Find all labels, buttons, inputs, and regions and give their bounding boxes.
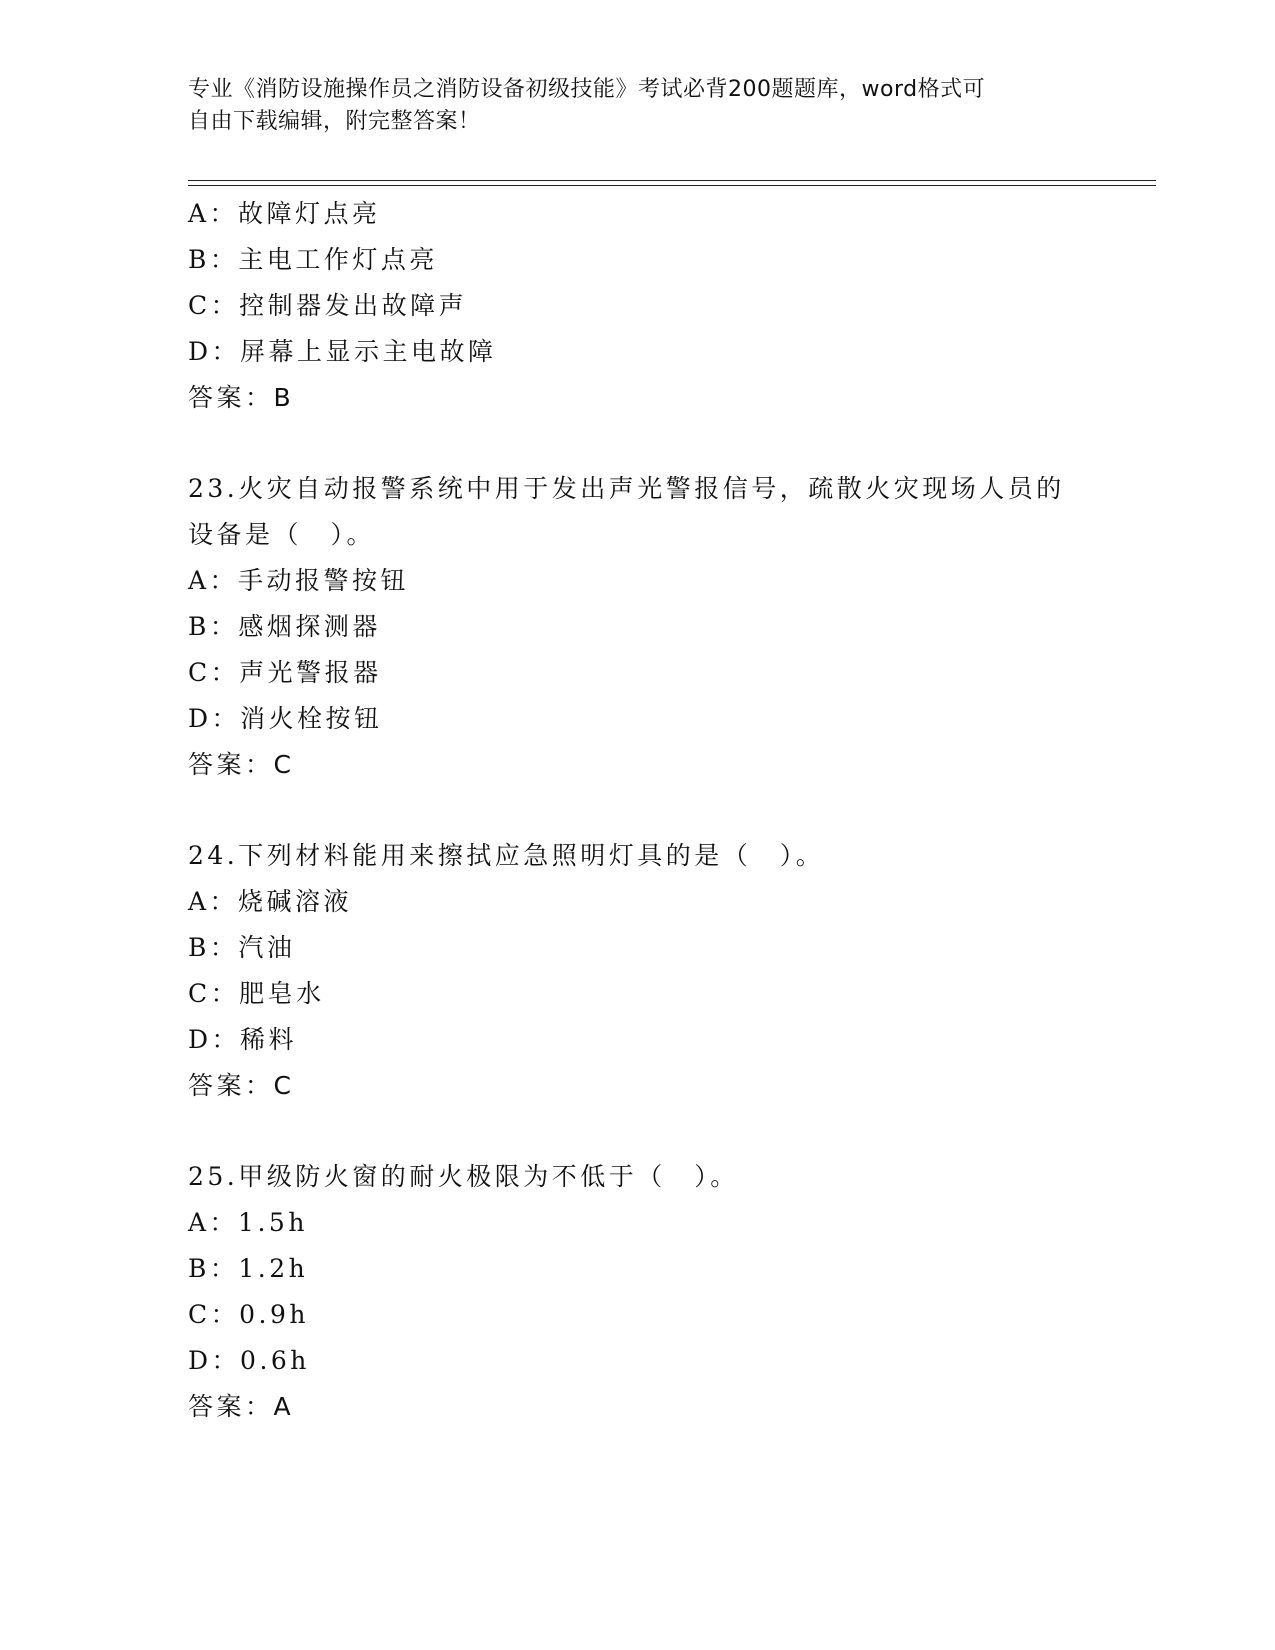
answer-label: 答案： <box>188 1071 274 1100</box>
question-stem: 23.火灾自动报警系统中用于发出声光警报信号，疏散火灾现场人员的 <box>188 474 1065 503</box>
option-d: D：消火栓按钮 <box>188 704 383 733</box>
document-header <box>188 74 1068 138</box>
header-divider-bottom <box>188 185 1156 186</box>
answer-line <box>188 742 1148 788</box>
option-a: A：故障灯点亮 <box>188 199 381 228</box>
option-c: C：0.9h <box>188 1300 309 1329</box>
answer-value: C <box>273 1071 291 1100</box>
option-d: D：屏幕上显示主电故障 <box>188 337 497 366</box>
header-line-2: 自由下载编辑，附完整答案！ <box>188 109 481 134</box>
option-b: B：1.2h <box>188 1254 309 1283</box>
question-stem-cont: 设备是（ ）。 <box>188 520 376 549</box>
answer-line <box>188 375 1148 421</box>
question-stem: 24.下列材料能用来擦拭应急照明灯具的是（ ）。 <box>188 841 825 870</box>
header-line-1: 专业《消防设施操作员之消防设备初级技能》考试必背200题题库，word格式可 <box>188 77 986 102</box>
option-b: B：汽油 <box>188 933 296 962</box>
answer-label: 答案： <box>188 750 274 779</box>
question-stem: 25.甲级防火窗的耐火极限为不低于（ ）。 <box>188 1162 739 1191</box>
option-d: D：稀料 <box>188 1025 298 1054</box>
answer-value: C <box>273 750 291 779</box>
question-25 <box>188 1154 1148 1430</box>
header-divider-top <box>188 180 1156 181</box>
answer-line <box>188 1063 1148 1109</box>
option-c: C：声光警报器 <box>188 658 382 687</box>
answer-value: B <box>273 383 291 412</box>
answer-value: A <box>273 1392 291 1421</box>
answer-line <box>188 1384 1148 1430</box>
option-d: D：0.6h <box>188 1346 310 1375</box>
question-list <box>188 191 1148 1430</box>
option-a: A：手动报警按钮 <box>188 566 410 595</box>
option-b: B：主电工作灯点亮 <box>188 245 438 274</box>
question-24 <box>188 833 1148 1109</box>
option-b: B：感烟探测器 <box>188 612 381 641</box>
answer-label: 答案： <box>188 1392 274 1421</box>
option-c: C：肥皂水 <box>188 979 325 1008</box>
question-22-continued <box>188 191 1148 421</box>
option-c: C：控制器发出故障声 <box>188 291 468 320</box>
option-a: A：1.5h <box>188 1208 308 1237</box>
question-23 <box>188 466 1148 788</box>
answer-label: 答案： <box>188 383 274 412</box>
option-a: A：烧碱溶液 <box>188 887 353 916</box>
